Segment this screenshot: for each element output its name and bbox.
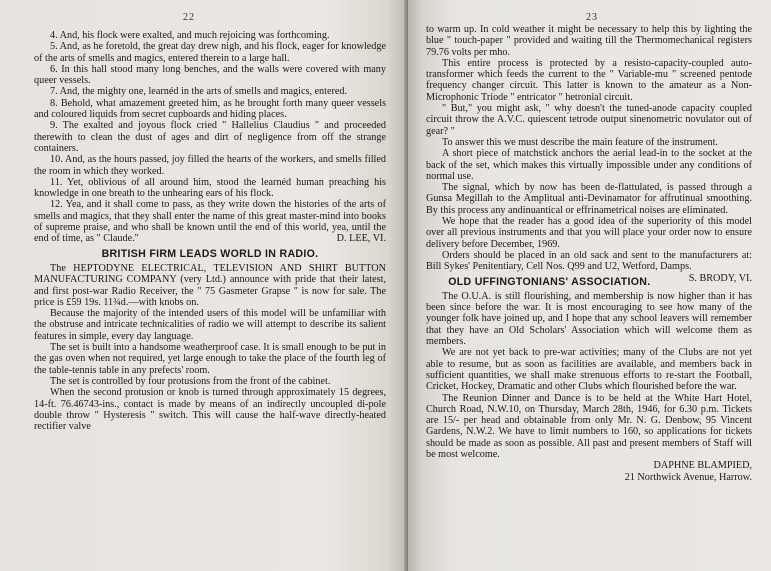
orders-text: Orders should be placed in an old sack and sent to the manufacturers at: Bill Sykes' Penitentiary, Cell Nos. Q99 and U2, Wetford, Damps.: [426, 249, 752, 273]
left-column: [34, 30, 386, 432]
signature-block: [426, 460, 752, 483]
reunion-paragraph: The Reunion Dinner and Dance is to be held at the White Hart Hotel, Church Road, N.W.10, on Thursday, March 28th, 1946, for 6.30 p.m. Tickets are 15/- per head and obtainable from only Mr. N. G. Denbow, 95 Vincent Gardens, N.W.2. We have to limit numbers to 160, so applications for tickets should be made as soon as possible. All past and present members of Staff will be most welcome.: [426, 392, 752, 460]
association-paragraph: The O.U.A. is still flourishing, and membership is now higher than it has been since before the war. It is most encouraging to see how many of the younger folk have joined up, and I hope that any school leavers will remember that they have an Old Scholars' Association which will welcome them as members.: [426, 290, 752, 348]
radio-continued-paragraph: To answer this we must describe the main feature of the instrument.: [442, 136, 718, 148]
radio-continued-paragraph: This entire process is protected by a resisto-capacity-coupled auto-transformer which feeds the current to the " Variable-mu " screened pentode frequency changer circuit. This latter is known to the amateur as a Non-Microphonic Triode " entricator " hetronial circuit.: [426, 57, 752, 103]
verse-12: [34, 199, 386, 244]
orders-author: S. BRODY, VI.: [688, 272, 752, 284]
radio-continued-paragraph: We hope that the reader has a good idea of the superiority of this model over all previous instruments and that you will place your order now to ensure delivery before December, 1969.: [426, 216, 752, 250]
verse-11: 11. Yet, oblivious of all around him, stood the learnéd human preaching his knowledge in one breath to the unhearing ears of his flock.: [34, 176, 386, 200]
verse-7: 7. And, the mighty one, learnéd in the arts of smells and magics, entered.: [50, 86, 348, 98]
radio-paragraph: The set is controlled by four protusions from the front of the cabinet.: [50, 375, 331, 387]
page-number-right: 23: [586, 12, 598, 23]
verse-8: 8. Behold, what amazement greeted him, as he brought forth many queer vessels and coloured liquids from secret cupboards and hiding places.: [34, 97, 386, 121]
radio-continued-paragraph: The signal, which by now has been de-flattulated, is passed through a Gunsa Megillah to the Amplitual anti-Devinamator for affrutinual smoothing. By this process any andinuantical or effrinametrical noises are eliminated.: [426, 182, 752, 216]
radio-continued-paragraph: to warm up. In cold weather it might be necessary to help this by lighting the blue " touch-paper " provided and waiting till the Thermomechanical registers 79.76 volts per mho.: [426, 24, 752, 58]
radio-article-heading: BRITISH FIRM LEADS WORLD IN RADIO.: [101, 247, 319, 260]
radio-paragraph: The HEPTODYNE ELECTRICAL, TELEVISION AND SHIRT BUTTON MANUFACTURING COMPANY (very Ltd.) announce with pride that their latest, and first post-war Radio Receiver, the " 75 Gasmeter Grapse " is now for sale. The price is £59 19s. 11¾d.—with knobs on.: [34, 262, 386, 308]
radio-paragraph: When the second protusion or knob is turned through approximately 15 degrees, 14-ft. 76.46743-ins., contact is made by means of an indirectly uncoupled di-pole double throw " Hysteresis " switch. This will cause the half-wave directly-heated rectifier valve: [34, 387, 386, 433]
association-paragraph: We are not yet back to pre-war activities; many of the Clubs are not yet able to resume, but as soon as facilities are available, and members back in sufficient quantities, we shall make strenuous efforts to re-start the Football, Cricket, Hockey, Dramatic and other Clubs which flourished before the war.: [426, 347, 752, 393]
verse-12-text: 12. Yea, and it shall come to pass, as they write down the histories of the arts of smells and magics, that they shall enter the name of this great master-mind into books of supreme praise, and who shall be known until the end of this world, yea, until the end of time, as " Claude.": [34, 199, 386, 245]
right-column: [426, 24, 752, 483]
verse-9: 9. The exalted and joyous flock cried " Hallelius Claudius " and proceeded therewith to clean the dust of ages and dirt of negligence from off the strange containers.: [34, 120, 386, 154]
signatory-name: DAPHNE BLAMPIED,: [653, 460, 752, 472]
association-heading: OLD UFFINGTONIANS' ASSOCIATION.: [448, 275, 651, 288]
radio-continued-paragraph: " But," you might ask, " why doesn't the tuned-anode capacity coupled circuit throw the A.V.C. quiescent tetrode output sinenometric novulator out of gear? ": [426, 103, 752, 137]
radio-paragraph: The set is built into a handsome weatherproof case. It is small enough to be put in the gas oven when not required, yet large enough to take the place of the fourth leg of the table-tennis table in any prefects' room.: [34, 342, 386, 376]
verse-10: 10. And, as the hours passed, joy filled the hearts of the workers, and smells filled the room in which they worked.: [34, 154, 386, 177]
verse-6: 6. In this hall stood many long benches, and the walls were covered with many queer vessels.: [34, 63, 386, 87]
right-page: [408, 0, 771, 571]
verse-4: 4. And, his flock were exalted, and much rejoicing was forthcoming.: [50, 30, 330, 41]
verse-12-author: D. LEE, VI.: [336, 233, 386, 245]
verse-5: 5. And, as he foretold, the great day drew nigh, and his flock, eager for knowledge of the arts of smells and magics, entered therein to a large hall.: [34, 41, 386, 64]
radio-continued-paragraph: A short piece of matchstick anchors the aerial lead-in to the socket at the back of the set, which makes this virtually impossible under any conditions of normal use.: [426, 148, 752, 182]
radio-paragraph: Because the majority of the intended users of this model will be unfamiliar with the obstruse and intricate technicalities of radio we will attempt to describe its salient features in simple, every day language.: [34, 308, 386, 342]
signatory-address: 21 Northwick Avenue, Harrow.: [624, 471, 752, 483]
page-number-left: 22: [183, 12, 195, 23]
